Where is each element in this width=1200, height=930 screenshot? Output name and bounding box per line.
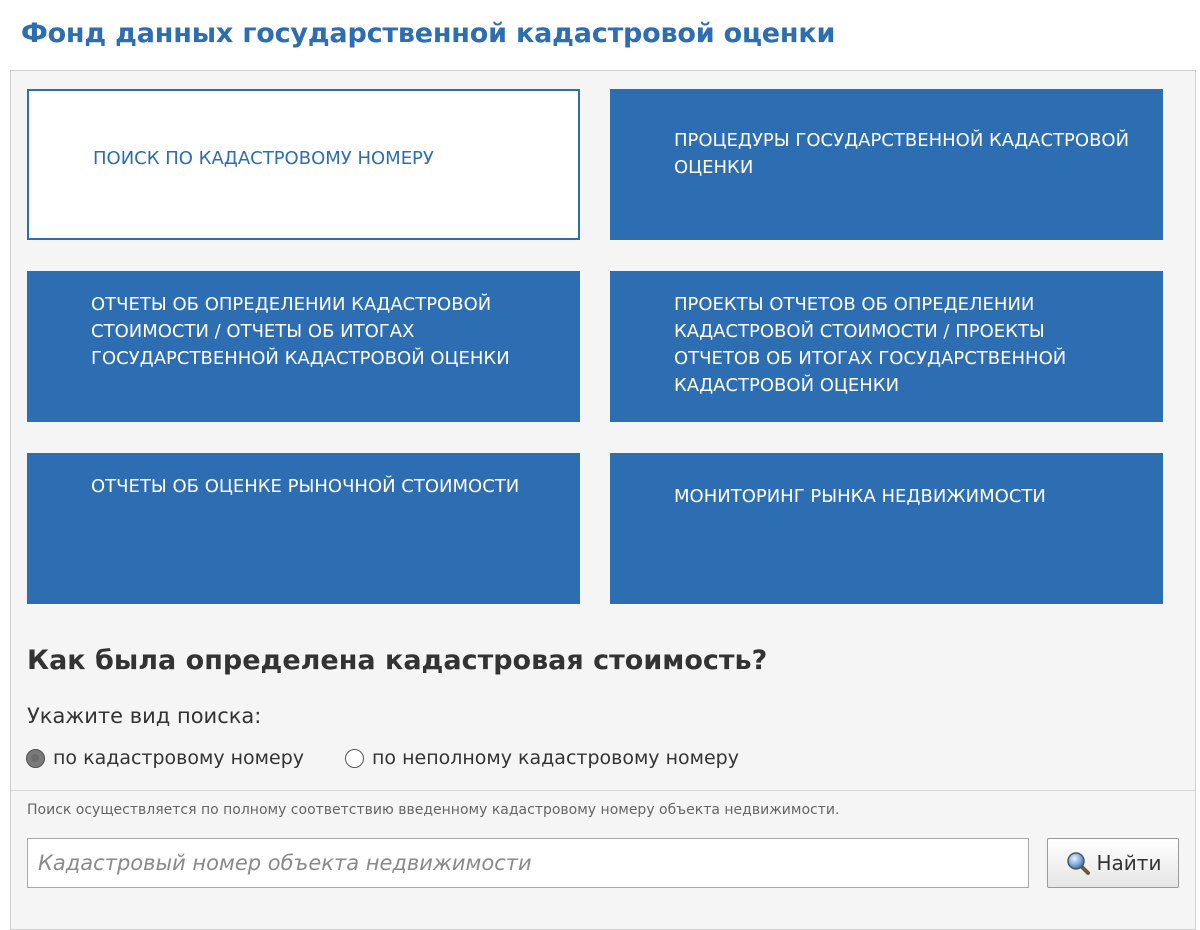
tile-label: ПРОЕКТЫ ОТЧЕТОВ ОБ ОПРЕДЕЛЕНИИ КАДАСТРОВОЙ СТОИМОСТИ / ПРОЕКТЫ ОТЧЕТОВ ОБ ИТОГАХ ГОСУДАРСТВЕННОЙ КАДАСТРОВОЙ ОЦЕНКИ [674,294,1067,396]
radio-label: по неполному кадастровому номеру [372,747,739,769]
tile-valuation-reports[interactable] [27,271,580,422]
radio-partial-number[interactable] [345,747,739,769]
radio-label: по кадастровому номеру [53,747,304,769]
search-type-label: Укажите вид поиска: [27,704,262,728]
search-hint: Поиск осуществляется по полному соответствию введенному кадастровому номеру объекта недвижимости. [27,802,840,818]
cadastral-number-input[interactable] [27,838,1029,888]
main-panel [10,70,1196,930]
search-button-label: Найти [1096,851,1162,875]
tile-valuation-procedures[interactable] [610,89,1163,240]
divider [11,790,1195,791]
tile-draft-valuation-reports[interactable] [610,271,1163,422]
radio-unchecked-icon[interactable] [345,749,364,768]
tile-market-value-reports[interactable] [27,453,580,604]
tile-label: ОТЧЕТЫ ОБ ОЦЕНКЕ РЫНОЧНОЙ СТОИМОСТИ [91,476,520,497]
radio-full-number[interactable] [26,747,304,769]
tile-label: МОНИТОРИНГ РЫНКА НЕДВИЖИМОСТИ [674,486,1046,507]
tile-market-monitoring[interactable] [610,453,1163,604]
tile-cadastral-number-search[interactable] [27,89,580,240]
search-button[interactable] [1047,838,1179,888]
tile-label: ПОИСК ПО КАДАСТРОВОМУ НОМЕРУ [93,148,434,169]
magnifier-icon [1065,850,1091,876]
tile-label: ПРОЦЕДУРЫ ГОСУДАРСТВЕННОЙ КАДАСТРОВОЙ ОЦЕНКИ [674,130,1130,178]
page-title: Фонд данных государственной кадастровой оценки [21,18,836,49]
radio-checked-icon[interactable] [26,749,45,768]
section-heading: Как была определена кадастровая стоимость? [27,645,768,676]
tile-label: ОТЧЕТЫ ОБ ОПРЕДЕЛЕНИИ КАДАСТРОВОЙ СТОИМОСТИ / ОТЧЕТЫ ОБ ИТОГАХ ГОСУДАРСТВЕННОЙ КАДАСТРОВОЙ ОЦЕНКИ [91,294,510,369]
